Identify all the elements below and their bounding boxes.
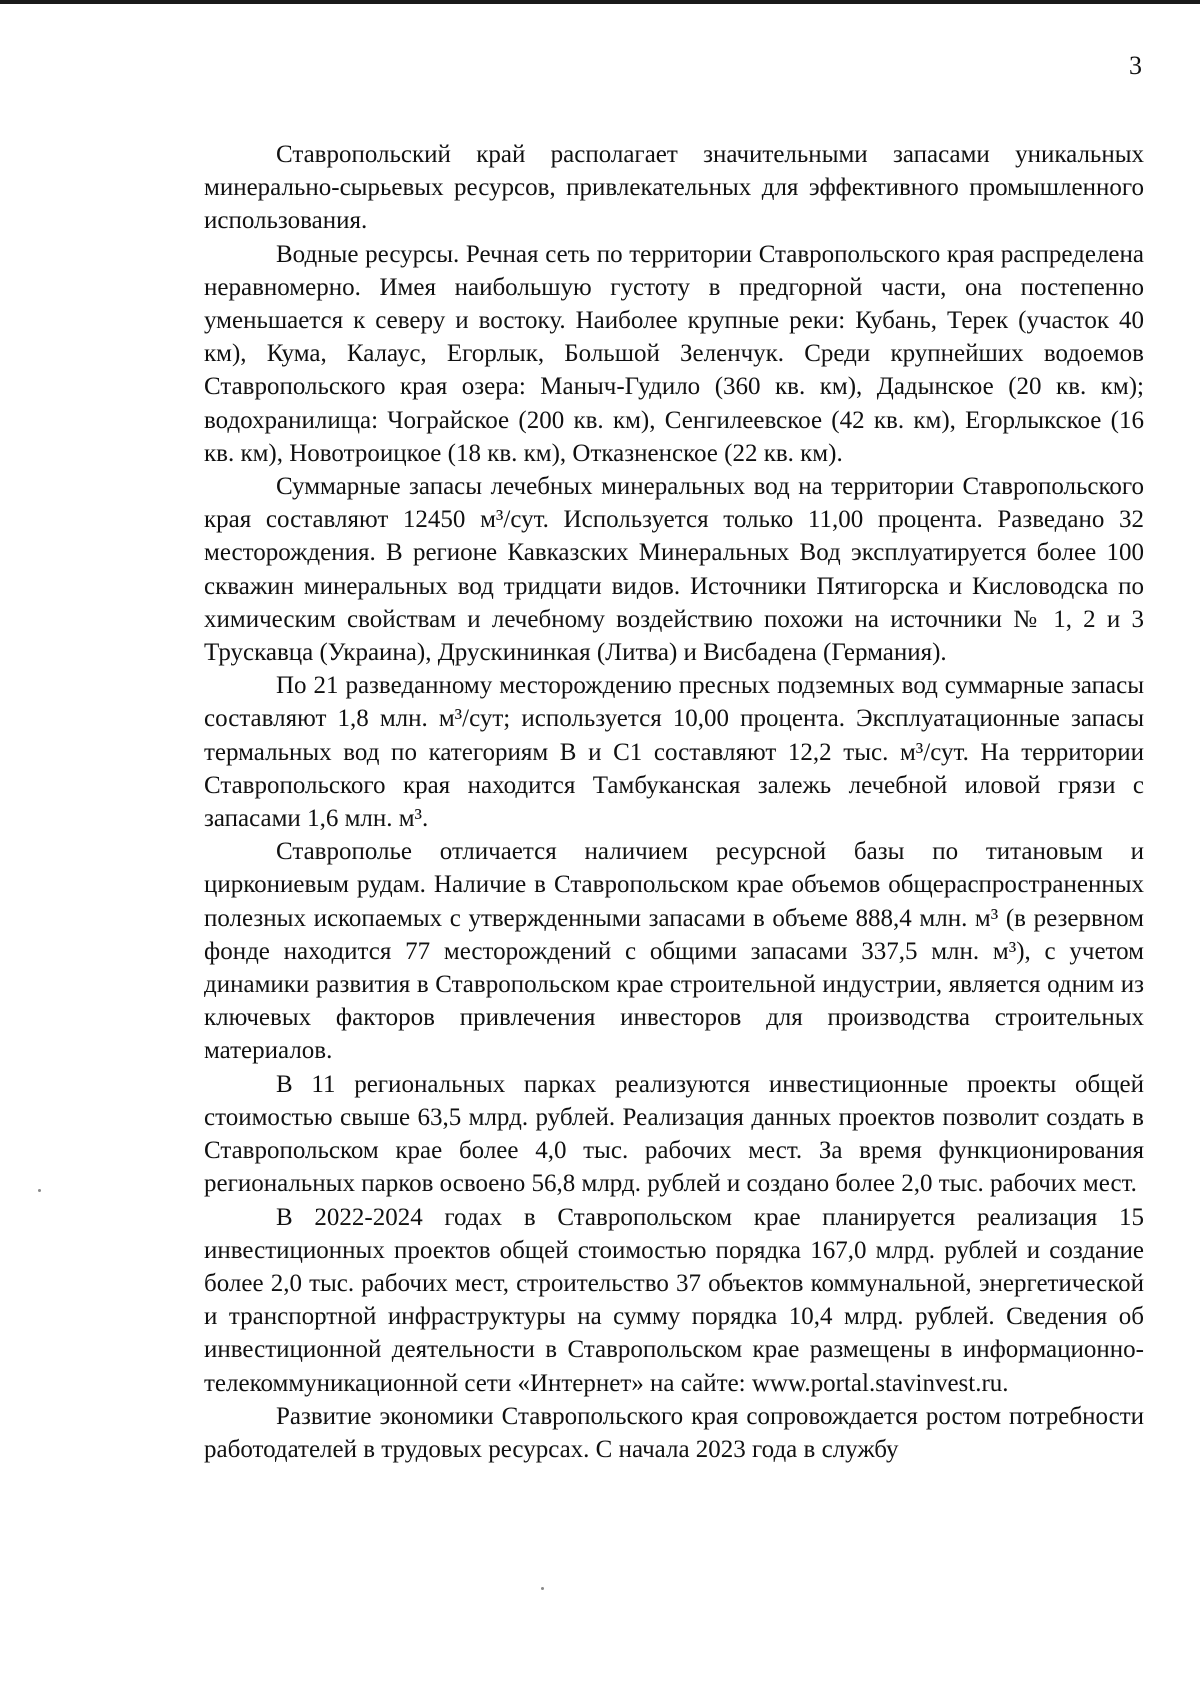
paragraph-mineral-resources: Ставропольский край располагает значительными запасами уникальных минерально-сырьевых ресурсов, привлекательных для эффективного промышленного использования. <box>204 141 1144 235</box>
scan-speck <box>38 1189 41 1192</box>
paragraph-investment-projects: В 2022-2024 годах в Ставропольском крае планируется реализация 15 инвестиционных проектов общей стоимостью порядка 167,0 млрд. рублей и создание более 2,0 тыс. рабочих мест, строительство 37 объектов коммунальной, энергетической и транспортной инфраструктуры на сумму порядка 10,4 млрд. рублей. Сведения об инвестиционной деятельности в Ставропольском крае размещены в информационно-телекоммуникационной сети «Интернет» на сайте: www.portal.stavinvest.ru. <box>204 1203 1144 1397</box>
paragraph-ore-resources: Ставрополье отличается наличием ресурсной базы по титановым и циркониевым рудам. Наличие в Ставропольском крае объемов общераспространенных полезных ископаемых с утвержденными запасами в объеме 888,4 млн. м³ (в резервном фонде находится 77 месторождений с общими запасами 337,5 млн. м³), с учетом динамики развития в Ставропольском крае строительной индустрии, является одним из ключевых факторов привлечения инвесторов для производства строительных материалов. <box>204 838 1144 1065</box>
paragraph-water-resources: Водные ресурсы. Речная сеть по территории Ставропольского края распределена неравномерно. Имея наибольшую густоту в предгорной части, она постепенно уменьшается к северу и востоку. Наиболее крупные реки: Кубань, Терек (участок 40 км), Кума, Калаус, Егорлык, Большой Зеленчук. Среди крупнейших водоемов Ставропольского края озера: Маныч-Гудило (360 кв. км), Дадынское (20 кв. км); водохранилища: Чограйское (200 кв. км), Сенгилеевское (42 кв. км), Егорлыкское (16 кв. км), Новотроицкое (18 кв. км), Отказненское (22 кв. км). <box>204 240 1144 467</box>
page-number: 3 <box>1129 51 1142 80</box>
scan-speck <box>541 1587 544 1590</box>
paragraph-labor-resources: Развитие экономики Ставропольского края сопровождается ростом потребности работодателей в трудовых ресурсах. С начала 2023 года в службу <box>204 1402 1144 1463</box>
paragraph-mineral-waters: Суммарные запасы лечебных минеральных вод на территории Ставропольского края составляют 12450 м³/сут. Используется только 11,00 процента. Разведано 32 месторождения. В регионе Кавказских Минеральных Вод эксплуатируется более 100 скважин минеральных вод тридцати видов. Источники Пятигорска и Кисловодска по химическим свойствам и лечебному воздействию похожи на источники № 1, 2 и 3 Трускавца (Украина), Друскининкая (Литва) и Висбадена (Германия). <box>204 473 1144 667</box>
paragraph-regional-parks: В 11 региональных парках реализуются инвестиционные проекты общей стоимостью свыше 63,5 млрд. рублей. Реализация данных проектов позволит создать в Ставропольском крае более 4,0 тыс. рабочих мест. За время функционирования региональных парков освоено 56,8 млрд. рублей и создано более 2,0 тыс. рабочих мест. <box>204 1070 1144 1198</box>
paragraph-groundwater: По 21 разведанному месторождению пресных подземных вод суммарные запасы составляют 1,8 млн. м³/сут; используется 10,00 процента. Эксплуатационные запасы термальных вод по категориям В и С1 составляют 12,2 тыс. м³/сут. На территории Ставропольского края находится Тамбуканская залежь лечебной иловой грязи с запасами 1,6 млн. м³. <box>204 672 1144 833</box>
scan-top-border <box>0 0 1200 4</box>
document-body <box>204 138 1144 1466</box>
